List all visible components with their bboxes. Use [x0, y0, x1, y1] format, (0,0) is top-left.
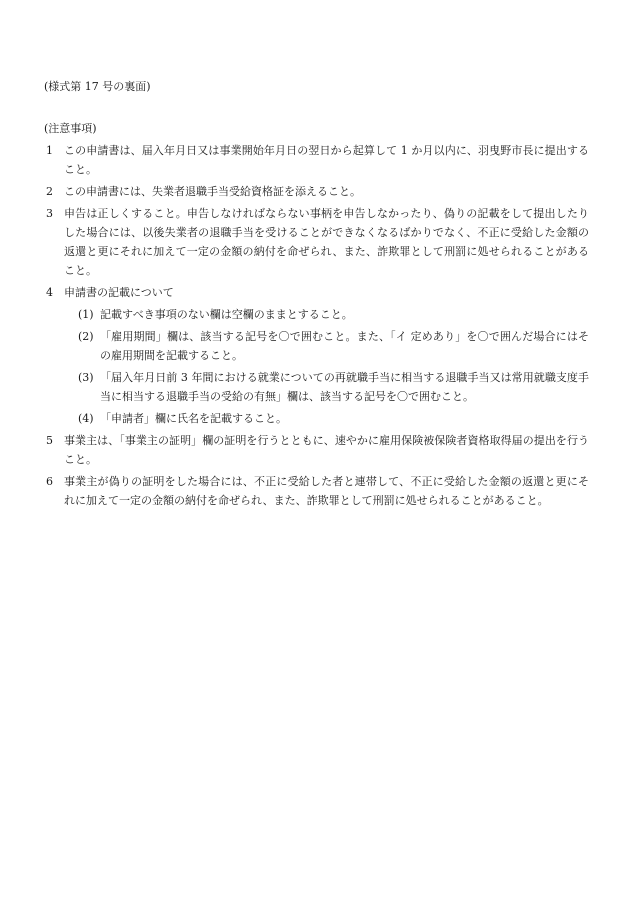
- note-number: 4: [46, 286, 53, 299]
- note-subitem-2: [64, 327, 589, 365]
- form-number-label: (様式第 17 号の裏面): [44, 80, 151, 93]
- subitem-number: (1): [78, 308, 94, 321]
- subitem-number: (2): [78, 330, 94, 343]
- subitem-text: 「雇用期間」欄は、該当する記号を〇で囲むこと。また、「イ 定めあり」を〇で囲んだ場合にはその雇用期間を記載すること。: [100, 330, 589, 362]
- note-item-6: [44, 472, 589, 510]
- note-number: 3: [46, 207, 53, 220]
- subitem-text: 「申請者」欄に氏名を記載すること。: [100, 412, 287, 425]
- note-item-1: [44, 141, 589, 179]
- subitem-number: (4): [78, 412, 94, 425]
- note-text: この申請書には、失業者退職手当受給資格証を添えること。: [64, 185, 361, 198]
- note-number: 2: [46, 185, 53, 198]
- note-item-5: [44, 431, 589, 469]
- subitem-text: 「届入年月日前 3 年間における就業についての再就職手当に相当する退職手当又は常用就職支度手当に相当する退職手当の受給の有無」欄は、該当する記号を〇で囲むこと。: [100, 371, 589, 403]
- note-item-4: [44, 283, 589, 428]
- note-number: 5: [46, 434, 53, 447]
- note-subitem-1: [64, 305, 589, 324]
- note-text: この申請書は、届入年月日又は事業開始年月日の翌日から起算して 1 か月以内に、羽曳野市長に提出すること。: [64, 144, 589, 176]
- note-text: 申請書の記載について: [64, 286, 174, 299]
- note-item-3: [44, 204, 589, 280]
- note-subitems: [64, 305, 589, 428]
- note-text: 事業主が偽りの証明をした場合には、不正に受給した者と連帯して、不正に受給した金額の返還と更にそれに加えて一定の金額の納付を命ぜられ、また、詐欺罪として刑罰に処せられることがあること。: [64, 475, 589, 507]
- note-item-2: [44, 182, 589, 201]
- subitem-number: (3): [78, 371, 94, 384]
- note-subitem-3: [64, 368, 589, 406]
- subitem-text: 記載すべき事項のない欄は空欄のままとすること。: [100, 308, 353, 321]
- note-subitem-4: [64, 409, 589, 428]
- note-text: 申告は正しくすること。申告しなければならない事柄を申告しなかったり、偽りの記載をして提出したりした場合には、以後失業者の退職手当を受けることができなくなるばかりでなく、不正に受給した金額の返還と更にそれに加えて一定の金額の納付を命ぜられ、また、詐欺罪として刑罰に処せられることがあること。: [64, 207, 589, 277]
- notes-section: [44, 119, 589, 513]
- note-number: 6: [46, 475, 53, 488]
- note-number: 1: [46, 144, 53, 157]
- note-text: 事業主は、「事業主の証明」欄の証明を行うとともに、速やかに雇用保険被保険者資格取得届の提出を行うこと。: [64, 434, 589, 466]
- notes-heading: (注意事項): [44, 122, 97, 135]
